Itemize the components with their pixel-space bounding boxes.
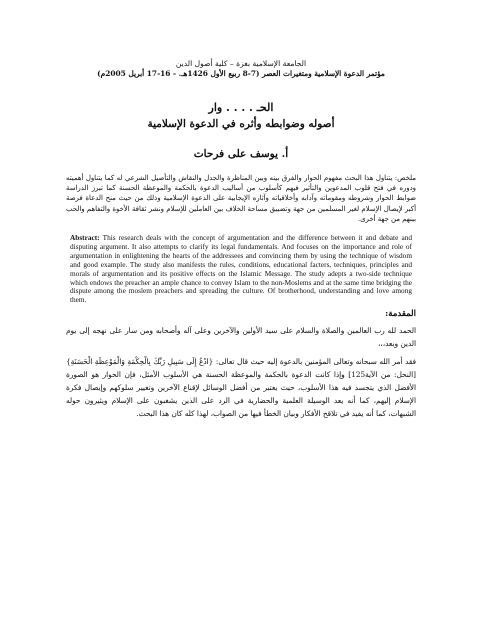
abstract-label: Abstract: [70,233,100,243]
arabic-abstract: ملخص: يتناول هذا البحث مفهوم الحوار والفرق بينه وبين المناظرة والجدل والنقاش والتأصيل الشرعي له كما يتناول أهميته ودوره في فتح قلوب المدعوين والتأثير فيهم كأسلوب من أساليب الدعوة بالحكمة والموعظة الحسنة كما تبرز الدراسة ضوابط الحوار وشروطه ومقوماته وآدابه وأخلاقياته وآثاره الإيجابية على الدعوة الإسلامية وذلك من حيث منح الدعاة فرصة أكبر لإيصال الإسلام لغير المسلمين من جهة وتضييق مساحة الخلاف بين العاملين للإسلام ونشر ثقافة الأخوة والتفاهم والحب بينهم من جهة أخرى. [66,174,416,223]
conference-header: مؤتمر الدعوة الإسلامية ومتغيرات العصر (7-8 ربيع الأول 1426هـ. - 16-17 أبريل 2005م) [97,69,385,78]
paper-title: الحـ . . . . وار [208,101,274,114]
introduction-paragraph-2: فقد أمر الله سبحانه وتعالى المؤمنين بالدعوة إليه حيث قال تعالى: {ادْعُ إِلَى سَبِيلِ رَبِّكَ بِالْحِكْمَةِ وَالْمَوْعِظَةِ الْحَسَنَةِ}[النحل: من الآية125] وإذا كانت الدعوة بالحكمة والموعظة الحسنة هي الأسلوب الأمثل، فإن الحوار هو الصورة الأفضل الذي يتجسد فيه هذا الأسلوب، حيث يعتبر من أفضل الوسائل لإقناع الآخرين وتغيير سلوكهم وإيصال فكرة الإسلام إليهم، كما أنه يعد الوسيلة العلمية والحضارية في الرد على الذين يشغبون على الإسلام ويثيرون حوله الشبهات، كما أنه يفيد في تلاقح الأفكار وبيان الخطأ فيها من الصواب، لهذا كله كان هذا البحث. [66,356,417,419]
paper-subtitle: أصوله وضوابطه وأثره في الدعوة الإسلامية [147,118,335,130]
english-abstract [66,234,416,305]
abstract-text: This research deals with the concept of argumentation and the difference between it and debate and disputing argument. It also attempts to clarify its legal fundamentals. And focuses on the importance and role of argumentation in enlightening the hearts of the addressees and convincing them by using the technique of wisdom and good example. The study also manifests the rules, conditions, educational facters, techniques, principles and morals of argumentation and its positive effects on the Islamic Message. The study adepts a two-side technique which endows the preacher an ample chance to convey Islam to the non-Moslems and at the same time bridging the dispute among the moslem preachers and spreading the culture. Of brotherhood, understanding and love among them. [70,233,412,305]
author-name: أ. يوسف على فرحات [193,148,289,160]
introduction-paragraph-1: الحمد لله رب العالمين والصلاة والسلام على سيد الأولين والآخرين وعلى آله وأصحابه ومن سار على نهجه إلى يوم الدين وبعد،،، [66,326,416,349]
university-header: الجامعة الإسلامية بغزة – كلية أصول الدين [175,59,307,68]
introduction-heading: المقدمة: [385,309,416,320]
